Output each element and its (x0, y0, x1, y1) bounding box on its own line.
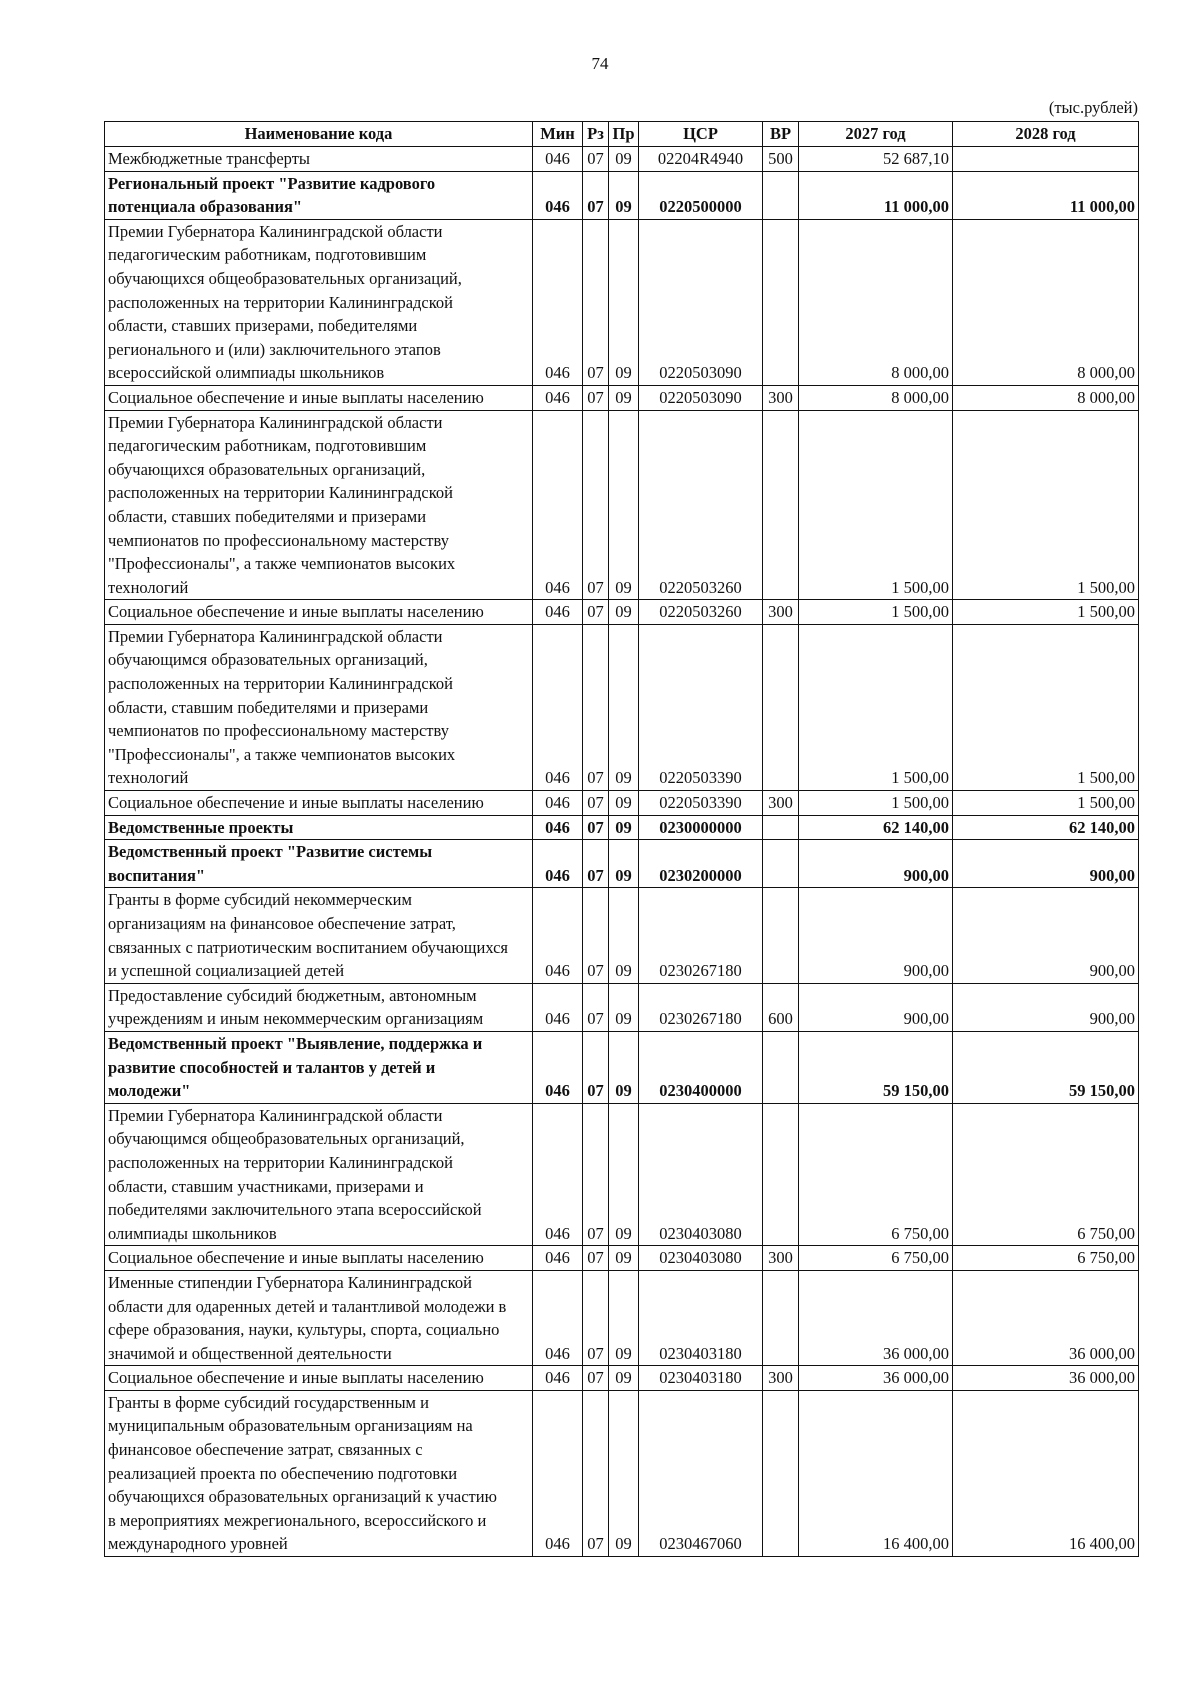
cell-rz: 07 (583, 410, 609, 600)
cell-min: 046 (533, 624, 583, 790)
cell-name: Ведомственные проекты (105, 815, 533, 840)
cell-rz: 07 (583, 219, 609, 385)
cell-2027: 52 687,10 (799, 147, 953, 172)
cell-vr (763, 1270, 799, 1365)
cell-rz: 07 (583, 624, 609, 790)
cell-2027: 59 150,00 (799, 1031, 953, 1103)
cell-min: 046 (533, 410, 583, 600)
cell-min: 046 (533, 147, 583, 172)
cell-min: 046 (533, 840, 583, 888)
cell-2027: 62 140,00 (799, 815, 953, 840)
cell-2028: 1 500,00 (953, 410, 1139, 600)
cell-name: Премии Губернатора Калининградской области обучающимся образовательных организаций, расположенных на территории Калининградской области, ставшим победителями и призерами чемпионатов по профессиональному мастерству "Профессионалы", а также чемпионатов высоких технологий (105, 624, 533, 790)
table-row (105, 1031, 1139, 1103)
cell-csr: 0220503260 (639, 600, 763, 625)
cell-min: 046 (533, 1103, 583, 1246)
cell-vr: 300 (763, 1246, 799, 1271)
table-row (105, 624, 1139, 790)
table-row (105, 791, 1139, 816)
cell-2028: 900,00 (953, 983, 1139, 1031)
cell-pr: 09 (609, 385, 639, 410)
cell-csr: 0220500000 (639, 171, 763, 219)
cell-vr (763, 1031, 799, 1103)
cell-name: Гранты в форме субсидий государственным и муниципальным образовательным организациям на финансовое обеспечение затрат, связанных с реализацией проекта по обеспечению подготовки обучающихся образовательных организаций к участию в мероприятиях межрегионального, всероссийского и международного уровней (105, 1390, 533, 1556)
cell-pr: 09 (609, 1103, 639, 1246)
cell-rz: 07 (583, 791, 609, 816)
cell-name: Предоставление субсидий бюджетным, автономным учреждениям и иным некоммерческим организациям (105, 983, 533, 1031)
cell-2027: 6 750,00 (799, 1103, 953, 1246)
cell-min: 046 (533, 791, 583, 816)
cell-vr: 300 (763, 600, 799, 625)
table-row (105, 219, 1139, 385)
cell-vr (763, 1103, 799, 1246)
cell-name: Социальное обеспечение и иные выплаты населению (105, 385, 533, 410)
cell-csr: 0230403080 (639, 1103, 763, 1246)
cell-pr: 09 (609, 624, 639, 790)
cell-pr: 09 (609, 888, 639, 983)
cell-vr (763, 840, 799, 888)
cell-rz: 07 (583, 171, 609, 219)
cell-vr (763, 624, 799, 790)
cell-pr: 09 (609, 1270, 639, 1365)
cell-2028: 11 000,00 (953, 171, 1139, 219)
table-row (105, 983, 1139, 1031)
cell-min: 046 (533, 171, 583, 219)
cell-pr: 09 (609, 840, 639, 888)
cell-vr (763, 219, 799, 385)
cell-min: 046 (533, 815, 583, 840)
cell-2027: 36 000,00 (799, 1366, 953, 1391)
cell-min: 046 (533, 983, 583, 1031)
cell-name: Социальное обеспечение и иные выплаты населению (105, 600, 533, 625)
cell-2028: 16 400,00 (953, 1390, 1139, 1556)
cell-2027: 1 500,00 (799, 410, 953, 600)
cell-name: Премии Губернатора Калининградской области обучающимся общеобразовательных организаций, расположенных на территории Калининградской области, ставшим участниками, призерами и победителями заключительного этапа всероссийской олимпиады школьников (105, 1103, 533, 1246)
cell-2027: 16 400,00 (799, 1390, 953, 1556)
cell-csr: 0230267180 (639, 888, 763, 983)
cell-name: Региональный проект "Развитие кадрового потенциала образования" (105, 171, 533, 219)
cell-2027: 900,00 (799, 888, 953, 983)
cell-csr: 0230403080 (639, 1246, 763, 1271)
table-body (105, 147, 1139, 1557)
cell-2027: 6 750,00 (799, 1246, 953, 1271)
table-row (105, 410, 1139, 600)
cell-rz: 07 (583, 1270, 609, 1365)
cell-min: 046 (533, 1366, 583, 1391)
cell-name: Социальное обеспечение и иные выплаты населению (105, 791, 533, 816)
cell-pr: 09 (609, 171, 639, 219)
table-row (105, 888, 1139, 983)
cell-2028: 1 500,00 (953, 600, 1139, 625)
table-row (105, 1366, 1139, 1391)
cell-pr: 09 (609, 1246, 639, 1271)
cell-pr: 09 (609, 1031, 639, 1103)
table-row (105, 385, 1139, 410)
units-label: (тыс.рублей) (1048, 98, 1138, 117)
cell-pr: 09 (609, 1366, 639, 1391)
cell-2027: 1 500,00 (799, 624, 953, 790)
cell-min: 046 (533, 888, 583, 983)
cell-name: Именные стипендии Губернатора Калининградской области для одаренных детей и талантливой молодежи в сфере образования, науки, культуры, спорта, социально значимой и общественной деятельности (105, 1270, 533, 1365)
cell-vr: 300 (763, 1366, 799, 1391)
cell-min: 046 (533, 1270, 583, 1365)
cell-rz: 07 (583, 600, 609, 625)
cell-2028: 62 140,00 (953, 815, 1139, 840)
table-row (105, 171, 1139, 219)
cell-vr (763, 410, 799, 600)
table-row (105, 1103, 1139, 1246)
budget-table (104, 121, 1139, 1557)
cell-name: Гранты в форме субсидий некоммерческим организациям на финансовое обеспечение затрат, связанных с патриотическим воспитанием обучающихся и успешной социализацией детей (105, 888, 533, 983)
cell-vr (763, 1390, 799, 1556)
cell-csr: 02204R4940 (639, 147, 763, 172)
cell-csr: 0230200000 (639, 840, 763, 888)
cell-vr (763, 171, 799, 219)
cell-rz: 07 (583, 1366, 609, 1391)
cell-name: Межбюджетные трансферты (105, 147, 533, 172)
cell-name: Социальное обеспечение и иные выплаты населению (105, 1366, 533, 1391)
header-rz: Рз (583, 122, 609, 147)
cell-name: Ведомственный проект "Выявление, поддержка и развитие способностей и талантов у детей и молодежи" (105, 1031, 533, 1103)
cell-2028: 36 000,00 (953, 1270, 1139, 1365)
cell-2027: 11 000,00 (799, 171, 953, 219)
cell-name: Премии Губернатора Калининградской области педагогическим работникам, подготовившим обучающихся общеобразовательных организаций, расположенных на территории Калининградской области, ставших призерами, победителями регионального и (или) заключительного этапов всероссийской олимпиады школьников (105, 219, 533, 385)
cell-2028: 6 750,00 (953, 1246, 1139, 1271)
cell-2028: 1 500,00 (953, 624, 1139, 790)
cell-min: 046 (533, 1390, 583, 1556)
cell-min: 046 (533, 1246, 583, 1271)
cell-rz: 07 (583, 888, 609, 983)
table-row (105, 840, 1139, 888)
cell-2027: 1 500,00 (799, 600, 953, 625)
cell-vr (763, 888, 799, 983)
cell-min: 046 (533, 385, 583, 410)
cell-2027: 900,00 (799, 840, 953, 888)
cell-pr: 09 (609, 815, 639, 840)
cell-name: Социальное обеспечение и иные выплаты населению (105, 1246, 533, 1271)
cell-2028: 8 000,00 (953, 385, 1139, 410)
cell-name: Ведомственный проект "Развитие системы воспитания" (105, 840, 533, 888)
cell-vr (763, 815, 799, 840)
cell-2027: 900,00 (799, 983, 953, 1031)
header-pr: Пр (609, 122, 639, 147)
table-row (105, 147, 1139, 172)
header-name: Наименование кода (105, 122, 533, 147)
cell-2028: 900,00 (953, 840, 1139, 888)
cell-pr: 09 (609, 983, 639, 1031)
cell-csr: 0220503390 (639, 624, 763, 790)
table-row (105, 815, 1139, 840)
cell-min: 046 (533, 600, 583, 625)
header-min: Мин (533, 122, 583, 147)
cell-vr: 500 (763, 147, 799, 172)
cell-rz: 07 (583, 385, 609, 410)
cell-rz: 07 (583, 815, 609, 840)
cell-rz: 07 (583, 983, 609, 1031)
page-number: 74 (591, 54, 609, 73)
cell-2028: 900,00 (953, 888, 1139, 983)
header-csr: ЦСР (639, 122, 763, 147)
cell-pr: 09 (609, 600, 639, 625)
cell-rz: 07 (583, 1246, 609, 1271)
header-2027: 2027 год (799, 122, 953, 147)
cell-min: 046 (533, 1031, 583, 1103)
cell-pr: 09 (609, 1390, 639, 1556)
cell-csr: 0230403180 (639, 1270, 763, 1365)
cell-2028: 59 150,00 (953, 1031, 1139, 1103)
cell-csr: 0230000000 (639, 815, 763, 840)
cell-2027: 8 000,00 (799, 385, 953, 410)
cell-name: Премии Губернатора Калининградской области педагогическим работникам, подготовившим обучающихся образовательных организаций, расположенных на территории Калининградской области, ставших победителями и призерами чемпионатов по профессиональному мастерству "Профессионалы", а также чемпионатов высоких технологий (105, 410, 533, 600)
cell-vr: 600 (763, 983, 799, 1031)
cell-2028: 1 500,00 (953, 791, 1139, 816)
cell-2027: 36 000,00 (799, 1270, 953, 1365)
cell-pr: 09 (609, 219, 639, 385)
cell-csr: 0230267180 (639, 983, 763, 1031)
cell-csr: 0230403180 (639, 1366, 763, 1391)
table-row (105, 1270, 1139, 1365)
table-row (105, 1390, 1139, 1556)
cell-rz: 07 (583, 1031, 609, 1103)
cell-csr: 0220503090 (639, 219, 763, 385)
cell-2028: 8 000,00 (953, 219, 1139, 385)
cell-pr: 09 (609, 791, 639, 816)
cell-rz: 07 (583, 1390, 609, 1556)
cell-vr: 300 (763, 385, 799, 410)
header-vr: ВР (763, 122, 799, 147)
header-2028: 2028 год (953, 122, 1139, 147)
cell-pr: 09 (609, 147, 639, 172)
cell-csr: 0220503390 (639, 791, 763, 816)
cell-pr: 09 (609, 410, 639, 600)
cell-2028: 6 750,00 (953, 1103, 1139, 1246)
cell-2027: 8 000,00 (799, 219, 953, 385)
cell-2028 (953, 147, 1139, 172)
cell-csr: 0220503090 (639, 385, 763, 410)
cell-rz: 07 (583, 1103, 609, 1246)
cell-csr: 0220503260 (639, 410, 763, 600)
header-row (105, 122, 1139, 147)
cell-min: 046 (533, 219, 583, 385)
cell-csr: 0230400000 (639, 1031, 763, 1103)
cell-2028: 36 000,00 (953, 1366, 1139, 1391)
cell-rz: 07 (583, 840, 609, 888)
cell-vr: 300 (763, 791, 799, 816)
table-row (105, 600, 1139, 625)
cell-csr: 0230467060 (639, 1390, 763, 1556)
cell-rz: 07 (583, 147, 609, 172)
cell-2027: 1 500,00 (799, 791, 953, 816)
table-row (105, 1246, 1139, 1271)
